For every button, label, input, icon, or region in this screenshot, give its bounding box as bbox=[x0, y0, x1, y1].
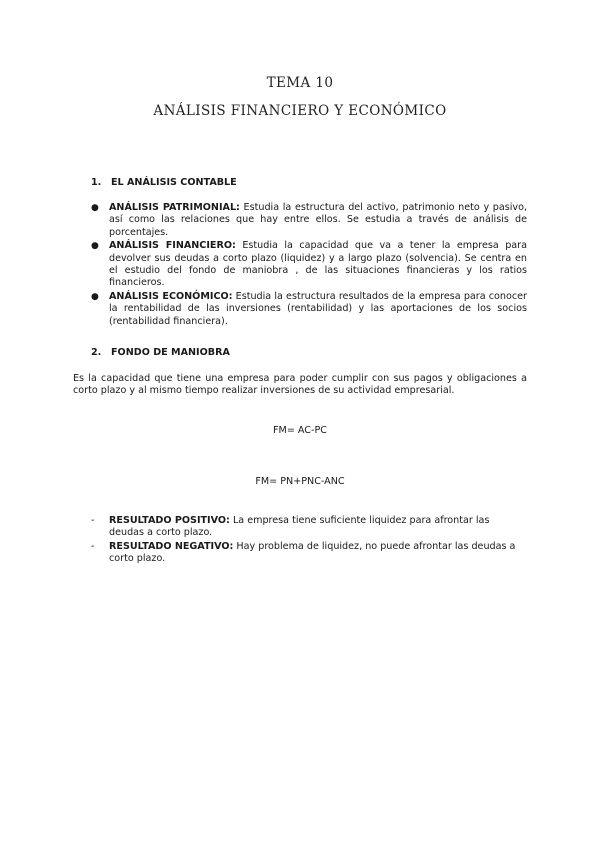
bullet-text: Estudia la capacidad que va a tener la empresa para devolver sus deudas a corto plazo (liquidez) y a largo plazo (solvencia). Se centra en el estudio del fondo de maniobra , de las situaciones financieras y los ratios financieros. bbox=[109, 240, 527, 289]
bullet-dot-icon: ● bbox=[91, 241, 99, 252]
document-title-line-1: TEMA 10 bbox=[266, 75, 334, 91]
bullet-analisis-economico bbox=[91, 291, 527, 328]
section-1-title: EL ANÁLISIS CONTABLE bbox=[111, 177, 237, 188]
section-2-number: 2. bbox=[91, 347, 102, 358]
section-2-paragraph: Es la capacidad que tiene una empresa para poder cumplir con sus pagos y obligaciones a corto plazo y al mismo tiempo realizar inversiones de su actividad empresarial. bbox=[73, 373, 527, 397]
bullet-dot-icon: ● bbox=[91, 203, 99, 213]
bullet-text: Estudia la estructura resultados de la empresa para conocer la rentabilidad de las inversiones (rentabilidad) y las aportaciones de los socios (rentabilidad financiera). bbox=[109, 290, 527, 327]
result-positivo bbox=[91, 515, 519, 540]
bullet-lead: ANÁLISIS ECONÓMICO: bbox=[109, 290, 233, 302]
formula-fm-pn-pnc-anc: FM= PN+PNC-ANC bbox=[255, 476, 345, 487]
result-lead: RESULTADO NEGATIVO: bbox=[109, 540, 234, 552]
section-1-number: 1. bbox=[91, 177, 102, 188]
result-negativo bbox=[91, 541, 519, 566]
document-title-line-2: ANÁLISIS FINANCIERO Y ECONÓMICO bbox=[153, 103, 447, 119]
result-text: La empresa tiene suficiente liquidez para afrontar las deudas a corto plazo. bbox=[109, 515, 490, 539]
section-1-bullet-list bbox=[91, 202, 527, 329]
dash-icon: - bbox=[91, 540, 95, 552]
bullet-text: Estudia la estructura del activo, patrimonio neto y pasivo, así como las relaciones que hay entre ellos. Se estudia a través de análisis de porcentajes. bbox=[109, 202, 528, 238]
formula-fm-ac-pc: FM= AC-PC bbox=[273, 425, 327, 436]
bullet-lead: ANÁLISIS PATRIMONIAL: bbox=[109, 202, 240, 213]
section-2-heading bbox=[91, 347, 230, 358]
section-2-title: FONDO DE MANIOBRA bbox=[111, 347, 230, 358]
result-text: Hay problema de liquidez, no puede afrontar las deudas a corto plazo. bbox=[109, 540, 516, 565]
section-1-heading bbox=[91, 177, 237, 188]
results-list bbox=[91, 515, 527, 567]
bullet-dot-icon: ● bbox=[91, 291, 99, 302]
dash-icon: - bbox=[91, 515, 95, 526]
result-lead: RESULTADO POSITIVO: bbox=[109, 515, 230, 526]
bullet-lead: ANÁLISIS FINANCIERO: bbox=[109, 240, 236, 252]
bullet-analisis-financiero bbox=[91, 240, 527, 290]
bullet-analisis-patrimonial bbox=[91, 202, 527, 239]
